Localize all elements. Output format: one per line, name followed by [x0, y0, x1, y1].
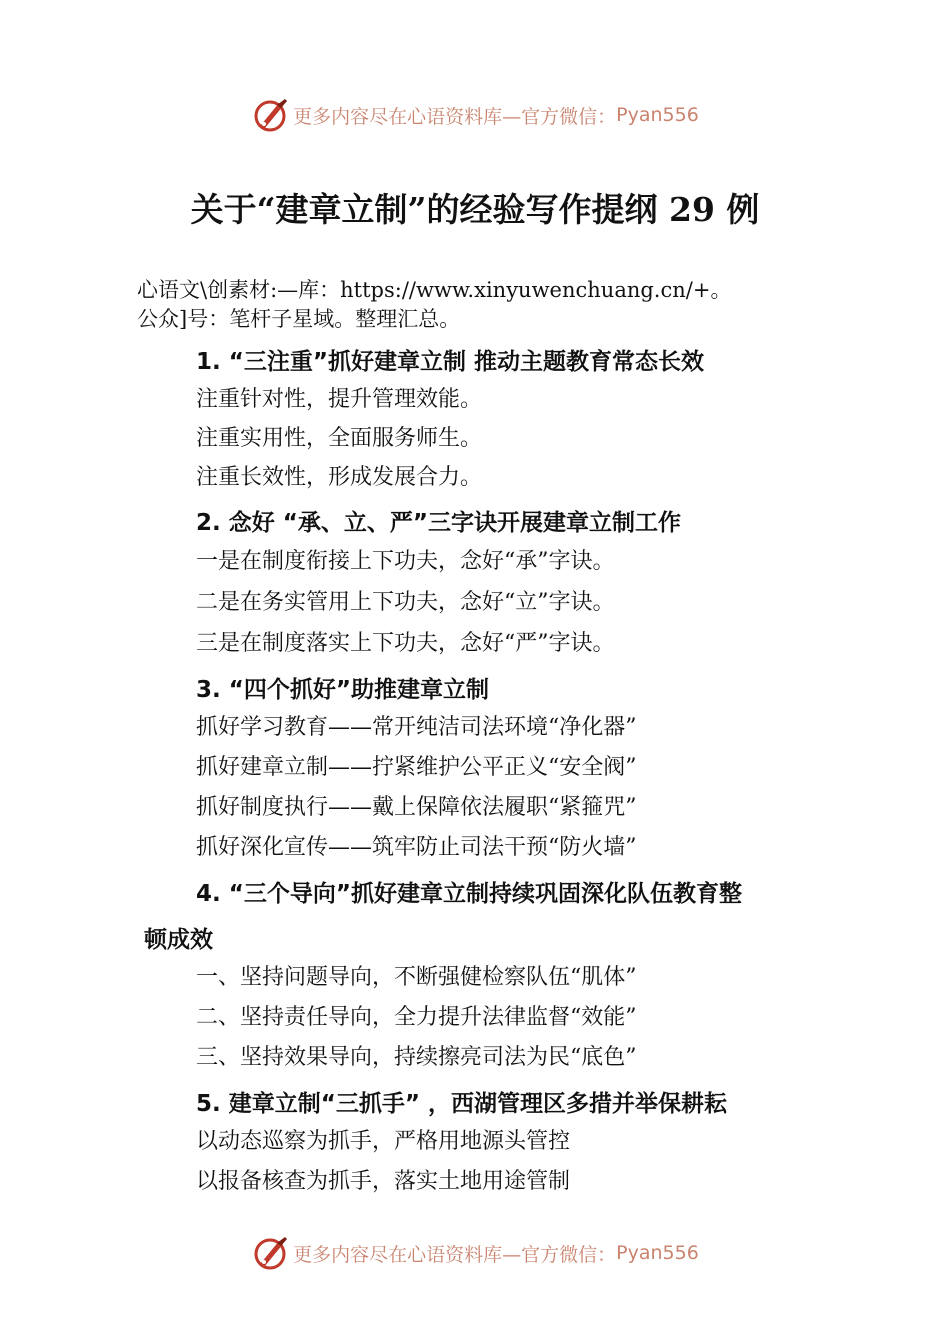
section-item: 二是在务实管用上下功夫，念好“立”字诀。 — [196, 590, 615, 615]
section-item: 抓好深化宣传——筑牢防止司法干预“防火墙” — [196, 835, 637, 860]
source-line-2: 公众]号：笔杆子星域。整理汇总。 — [137, 307, 461, 331]
section-heading: 2. 念好 “承、立、严”三字诀开展建章立制工作 — [196, 510, 681, 536]
section-item: 三、坚持效果导向，持续擦亮司法为民“底色” — [196, 1045, 637, 1070]
banner-wechat-id: Pyan556 — [616, 1242, 699, 1264]
section-item: 注重针对性，提升管理效能。 — [196, 387, 483, 412]
section-1 — [0, 344, 950, 497]
section-heading: 1. “三注重”抓好建章立制 推动主题教育常态长效 — [196, 349, 704, 375]
pen-logo-icon — [251, 95, 291, 135]
section-heading: 5. 建章立制“三抓手” ，西湖管理区多措并举保耕耘 — [196, 1091, 727, 1117]
section-item: 抓好建章立制——拧紧维护公平正义“安全阀” — [196, 755, 637, 780]
section-5 — [0, 1086, 950, 1202]
banner-text: 更多内容尽在心语资料库—官方微信： — [293, 1243, 617, 1266]
section-heading-continuation: 顿成效 — [144, 927, 213, 953]
section-4 — [0, 876, 950, 1078]
banner-wechat-id: Pyan556 — [616, 104, 699, 126]
section-item: 以报备核查为抓手，落实土地用途管制 — [196, 1169, 571, 1194]
document-title: 关于“建章立制”的经验写作提纲 29 例 — [190, 190, 760, 229]
outline-sections — [0, 344, 950, 1210]
section-item: 注重实用性，全面服务师生。 — [196, 426, 483, 451]
section-2 — [0, 505, 950, 664]
section-item: 一是在制度衔接上下功夫，念好“承”字诀。 — [196, 549, 615, 574]
source-line-1: 心语文\创素材:—库：https://www.xinyuwenchuang.cn/+。 — [137, 278, 732, 302]
section-item: 抓好制度执行——戴上保障依法履职“紧箍咒” — [196, 795, 637, 820]
footer-watermark-banner — [0, 1228, 950, 1278]
section-item: 注重长效性，形成发展合力。 — [196, 465, 483, 490]
section-heading: 4. “三个导向”抓好建章立制持续巩固深化队伍教育整 — [196, 881, 742, 907]
pen-logo-icon — [251, 1233, 291, 1273]
section-item: 三是在制度落实上下功夫，念好“严”字诀。 — [196, 631, 615, 656]
banner-text: 更多内容尽在心语资料库—官方微信： — [293, 105, 617, 128]
section-3 — [0, 672, 950, 868]
section-heading: 3. “四个抓好”助推建章立制 — [196, 677, 489, 703]
section-item: 二、坚持责任导向，全力提升法律监督“效能” — [196, 1005, 637, 1030]
section-item: 以动态巡察为抓手，严格用地源头管控 — [196, 1129, 571, 1154]
section-item: 抓好学习教育——常开纯洁司法环境“净化器” — [196, 715, 637, 740]
source-note — [137, 276, 837, 334]
header-watermark-banner — [0, 90, 950, 140]
section-item: 一、坚持问题导向，不断强健检察队伍“肌体” — [196, 965, 637, 990]
